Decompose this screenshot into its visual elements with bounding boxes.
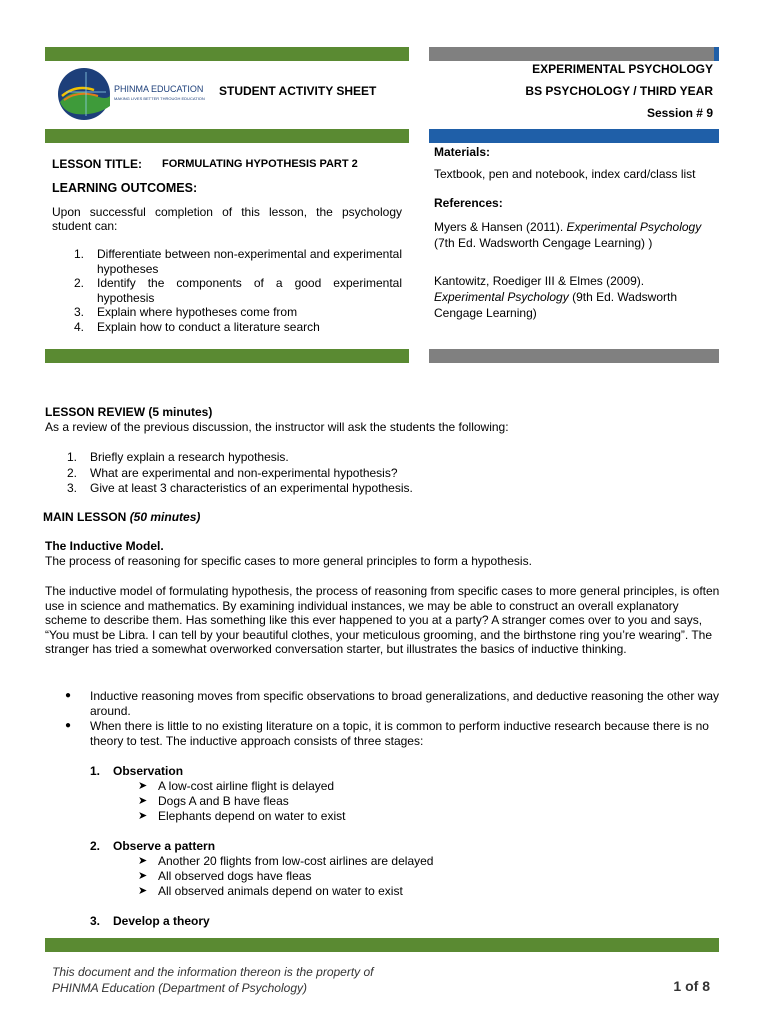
reference-2-publisher: (9th Ed. Wadsworth Cengage Learning) xyxy=(434,290,677,320)
main-heading-time: (50 minutes) xyxy=(129,510,201,524)
outcome-text: Explain where hypotheses come from xyxy=(97,305,298,320)
stage-title-text: Observe a pattern xyxy=(113,839,216,853)
stage-number: 2. xyxy=(90,839,101,853)
review-heading: LESSON REVIEW (5 minutes) xyxy=(45,405,213,419)
review-intro: As a review of the previous discussion, the instructor will ask the students the following: xyxy=(45,420,509,434)
outcome-text: Identify the components of a good experimental hypothesis xyxy=(97,276,402,305)
review-list xyxy=(67,450,667,497)
outcomes-label: LEARNING OUTCOMES: xyxy=(52,181,198,195)
header-bar-right-bottom xyxy=(429,349,719,363)
bullet-text: Inductive reasoning moves from specific observations to broad generalizations, and deductive reasoning the other way around. xyxy=(90,689,720,718)
stage-item xyxy=(90,884,690,899)
stage-item xyxy=(90,869,690,884)
bullet-item xyxy=(45,689,721,718)
review-item xyxy=(67,450,667,466)
model-paragraph: The inductive model of formulating hypothesis, the process of reasoning from specific cases to more general principles, is often use in science and mathematics. By examining individual instances, we may be able to construct an overall explanatory scheme to describe them. Has something like this ever happened to you at a party? A stranger comes over to you and says, “You must be Libra. I can tell by your beautiful clothes, your meticulous grooming, and the birthstone ring you’re wearing”. The stranger has tried a somewhat overworked conversation starter, but illustrates the basics of inductive thinking. xyxy=(45,584,720,657)
model-definition: The process of reasoning for specific cases to more general principles to form a hypothesis. xyxy=(45,554,532,568)
reference-2-authors: Kantowitz, Roediger III & Elmes (2009). xyxy=(434,274,645,288)
reference-2-title: Experimental Psychology xyxy=(434,290,569,304)
reference-2 xyxy=(434,273,704,321)
outcomes-intro: Upon successful completion of this lesson, the psychology student can: xyxy=(52,205,402,233)
sheet-title: STUDENT ACTIVITY SHEET xyxy=(219,84,377,98)
org-tagline: MAKING LIVES BETTER THROUGH EDUCATION xyxy=(114,96,205,101)
main-heading xyxy=(43,510,200,524)
outcome-item xyxy=(74,320,402,335)
outcome-item xyxy=(74,305,402,320)
review-item-number: 2. xyxy=(67,465,78,480)
stage-title-text: Observation xyxy=(113,764,184,778)
course-title: EXPERIMENTAL PSYCHOLOGY xyxy=(532,62,713,76)
footer-bar xyxy=(45,938,719,952)
stage-item xyxy=(90,794,690,809)
stage-title-text: Develop a theory xyxy=(113,914,210,928)
main-bullets xyxy=(45,689,721,749)
materials-text: Textbook, pen and notebook, index card/class list xyxy=(434,167,696,181)
outcome-number: 4. xyxy=(74,319,85,334)
arrow-bullet-icon: ➤ xyxy=(138,780,148,792)
reference-1-publisher: (7th Ed. Wadsworth Cengage Learning) ) xyxy=(434,236,653,250)
review-item-number: 3. xyxy=(67,481,78,495)
stage-item xyxy=(90,854,690,869)
stage-item-text: All observed dogs have fleas xyxy=(158,869,312,883)
header-bar-left-top xyxy=(45,47,409,61)
model-title: The Inductive Model. xyxy=(45,539,164,553)
bullet-item xyxy=(45,719,721,748)
bullet-text: When there is little to no existing literature on a topic, it is common to perform inductive research because there is no theory to test. The inductive approach consists of three stages: xyxy=(90,719,709,748)
arrow-bullet-icon: ➤ xyxy=(138,810,148,822)
stage-block xyxy=(90,914,690,929)
outcome-number: 1. xyxy=(74,247,85,261)
footer-line-1: This document and the information thereon is the property of xyxy=(52,965,374,979)
bullet-dot-icon: ● xyxy=(65,720,72,732)
header-bar-right-top xyxy=(429,47,719,61)
stage-title xyxy=(90,764,690,779)
outcome-item xyxy=(74,276,402,305)
stage-title xyxy=(90,839,690,854)
review-item xyxy=(67,466,667,482)
main-heading-title: MAIN LESSON xyxy=(43,510,127,524)
header-bar-left-mid xyxy=(45,129,409,143)
stage-item-text: Another 20 flights from low-cost airlines are delayed xyxy=(158,854,434,868)
stage-number: 3. xyxy=(90,914,101,928)
arrow-bullet-icon: ➤ xyxy=(138,870,148,882)
stage-block xyxy=(90,764,690,824)
outcomes-list xyxy=(74,247,402,335)
org-name: PHINMA EDUCATION xyxy=(114,84,204,94)
materials-label: Materials: xyxy=(434,145,491,159)
review-item-text: Give at least 3 characteristics of an experimental hypothesis. xyxy=(90,481,413,495)
outcome-item xyxy=(74,247,402,276)
outcome-text: Differentiate between non-experimental and experimental hypotheses xyxy=(97,247,402,276)
outcome-number: 3. xyxy=(74,305,85,320)
session-number: Session # 9 xyxy=(646,106,713,120)
page-number: 1 of 8 xyxy=(673,978,710,994)
blue-accent xyxy=(714,47,719,61)
stage-item-text: Elephants depend on water to exist xyxy=(158,809,346,823)
review-item-text: What are experimental and non-experimental hypothesis? xyxy=(90,465,398,480)
reference-1-title: Experimental Psychology xyxy=(566,220,702,234)
stages-list xyxy=(90,764,690,944)
lesson-title-label: LESSON TITLE: xyxy=(52,157,142,171)
stage-item xyxy=(90,809,690,824)
stage-item-text: A low-cost airline flight is delayed xyxy=(158,779,335,793)
arrow-bullet-icon: ➤ xyxy=(138,885,148,897)
review-item xyxy=(67,481,667,497)
bullet-dot-icon: ● xyxy=(65,690,72,701)
review-item-text: Briefly explain a research hypothesis. xyxy=(90,450,289,464)
stage-block xyxy=(90,839,690,899)
reference-1 xyxy=(434,219,704,251)
header-bar-right-mid xyxy=(429,129,719,143)
lesson-title: FORMULATING HYPOTHESIS PART 2 xyxy=(162,158,358,170)
references-label: References: xyxy=(434,196,503,210)
outcome-text: Explain how to conduct a literature search xyxy=(97,319,320,334)
stage-title xyxy=(90,914,690,929)
outcome-number: 2. xyxy=(74,276,85,291)
stage-item-text: All observed animals depend on water to exist xyxy=(158,884,403,898)
arrow-bullet-icon: ➤ xyxy=(138,795,148,807)
reference-1-authors: Myers & Hansen (2011). xyxy=(434,220,567,234)
header-bar-left-bottom xyxy=(45,349,409,363)
stage-item xyxy=(90,779,690,794)
footer-line-2: PHINMA Education (Department of Psychology) xyxy=(52,981,307,995)
phinma-logo xyxy=(56,66,216,122)
arrow-bullet-icon: ➤ xyxy=(138,855,148,867)
review-item-number: 1. xyxy=(67,450,78,464)
stage-number: 1. xyxy=(90,764,101,778)
phinma-logo-icon xyxy=(56,66,112,122)
program-title: BS PSYCHOLOGY / THIRD YEAR xyxy=(525,84,713,98)
stage-item-text: Dogs A and B have fleas xyxy=(158,794,289,808)
